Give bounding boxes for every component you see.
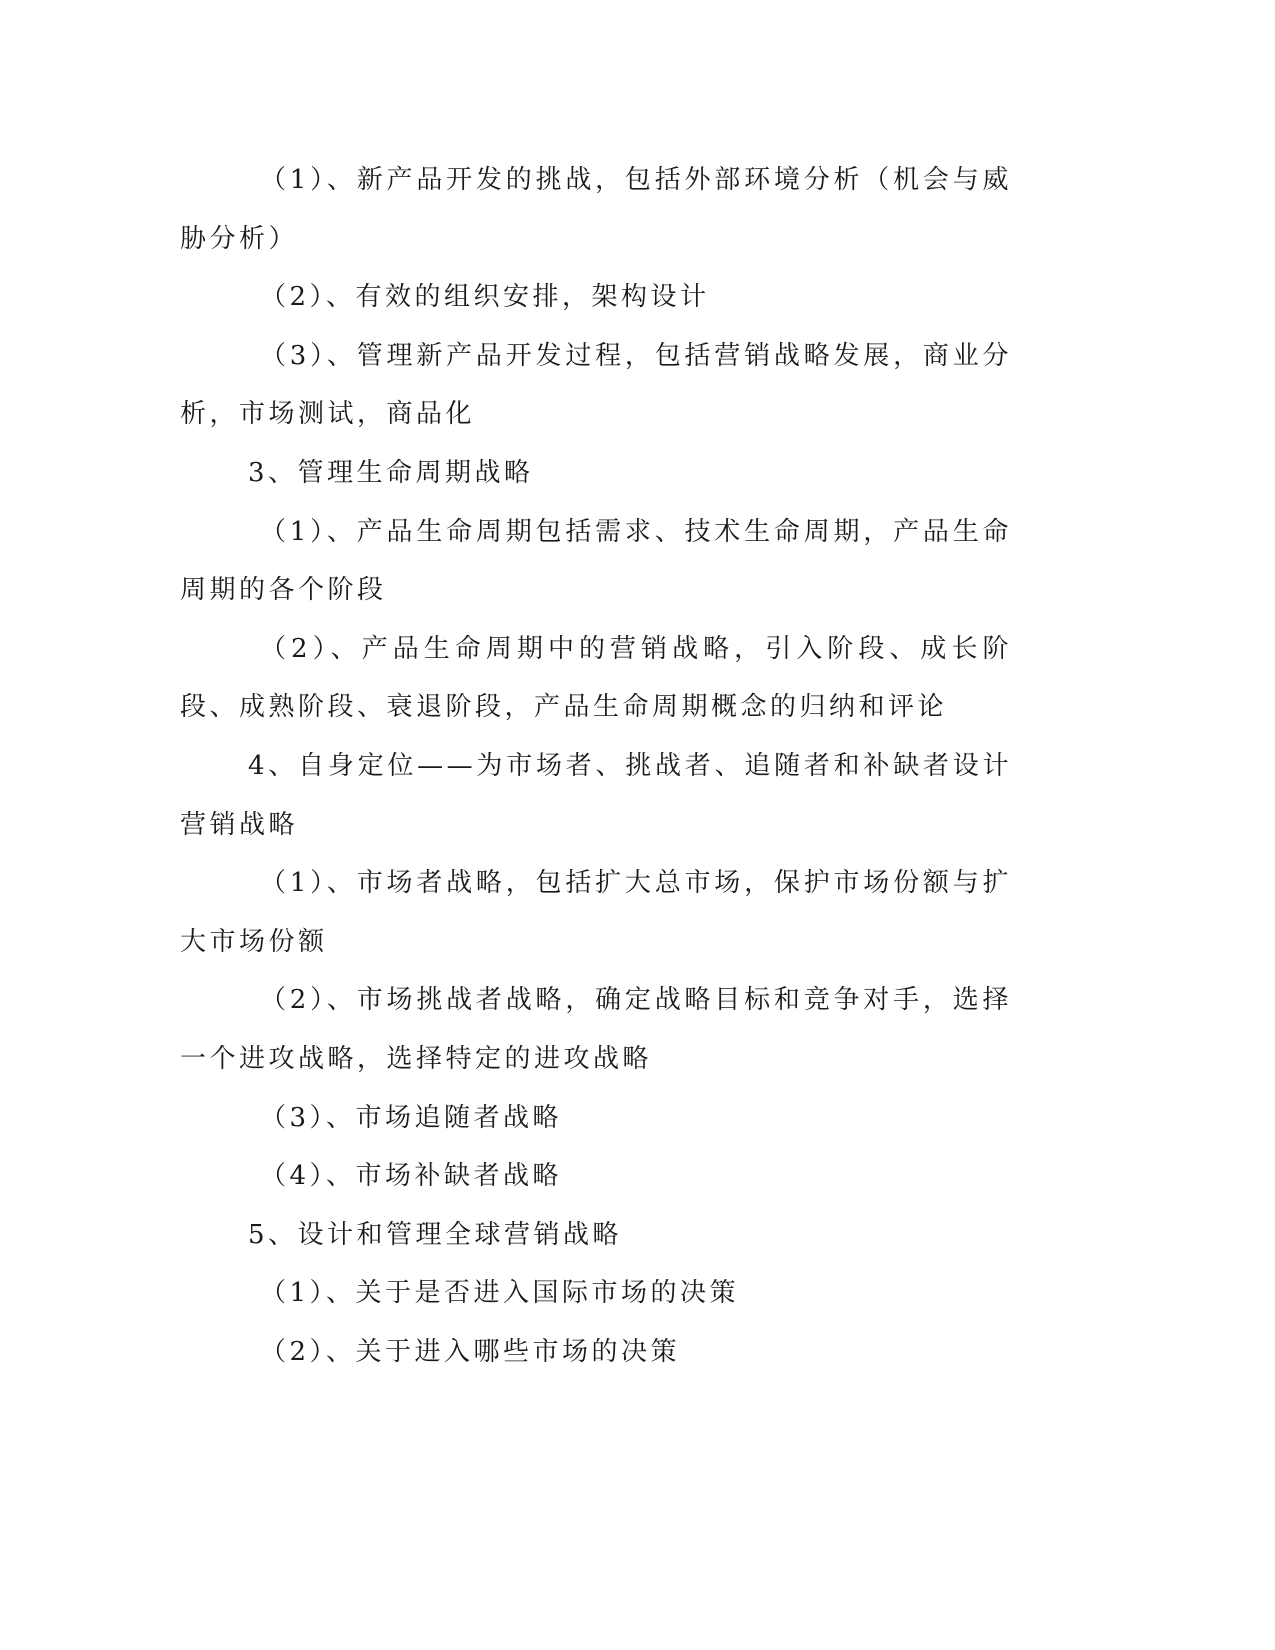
- paragraph-lifecycle-marketing: （2）、产品生命周期中的营销战略，引入阶段、成长阶段、成熟阶段、衰退阶段，产品生命周期概念的归纳和评论: [180, 633, 1012, 723]
- paragraph-new-product-challenge: （1）、新产品开发的挑战，包括外部环境分析（机会与威胁分析）: [180, 165, 1012, 254]
- heading-self-positioning: 4、自身定位——为市场者、挑战者、追随者和补缺者设计营销战略: [180, 750, 1012, 840]
- heading-lifecycle-strategy: 3、管理生命周期战略: [248, 457, 534, 488]
- document-body: [180, 151, 1012, 1381]
- paragraph-follower-strategy: （3）、市场追随者战略: [260, 1102, 563, 1133]
- paragraph-which-markets-decision: （2）、关于进入哪些市场的决策: [260, 1336, 681, 1367]
- paragraph-market-leader-strategy: （1）、市场者战略，包括扩大总市场，保护市场份额与扩大市场份额: [180, 868, 1012, 957]
- paragraph-manage-development-process: （3）、管理新产品开发过程，包括营销战略发展，商业分析，市场测试，商品化: [180, 340, 1012, 430]
- heading-global-marketing: 5、设计和管理全球营销战略: [248, 1219, 623, 1250]
- paragraph-nicher-strategy: （4）、市场补缺者战略: [260, 1161, 563, 1192]
- paragraph-challenger-strategy: （2）、市场挑战者战略，确定战略目标和竞争对手，选择一个进攻战略，选择特定的进攻战略: [180, 985, 1012, 1074]
- paragraph-enter-international-decision: （1）、关于是否进入国际市场的决策: [260, 1278, 740, 1309]
- paragraph-organization-arrangement: （2）、有效的组织安排，架构设计: [260, 282, 710, 313]
- paragraph-lifecycle-stages: （1）、产品生命周期包括需求、技术生命周期，产品生命周期的各个阶段: [180, 516, 1012, 606]
